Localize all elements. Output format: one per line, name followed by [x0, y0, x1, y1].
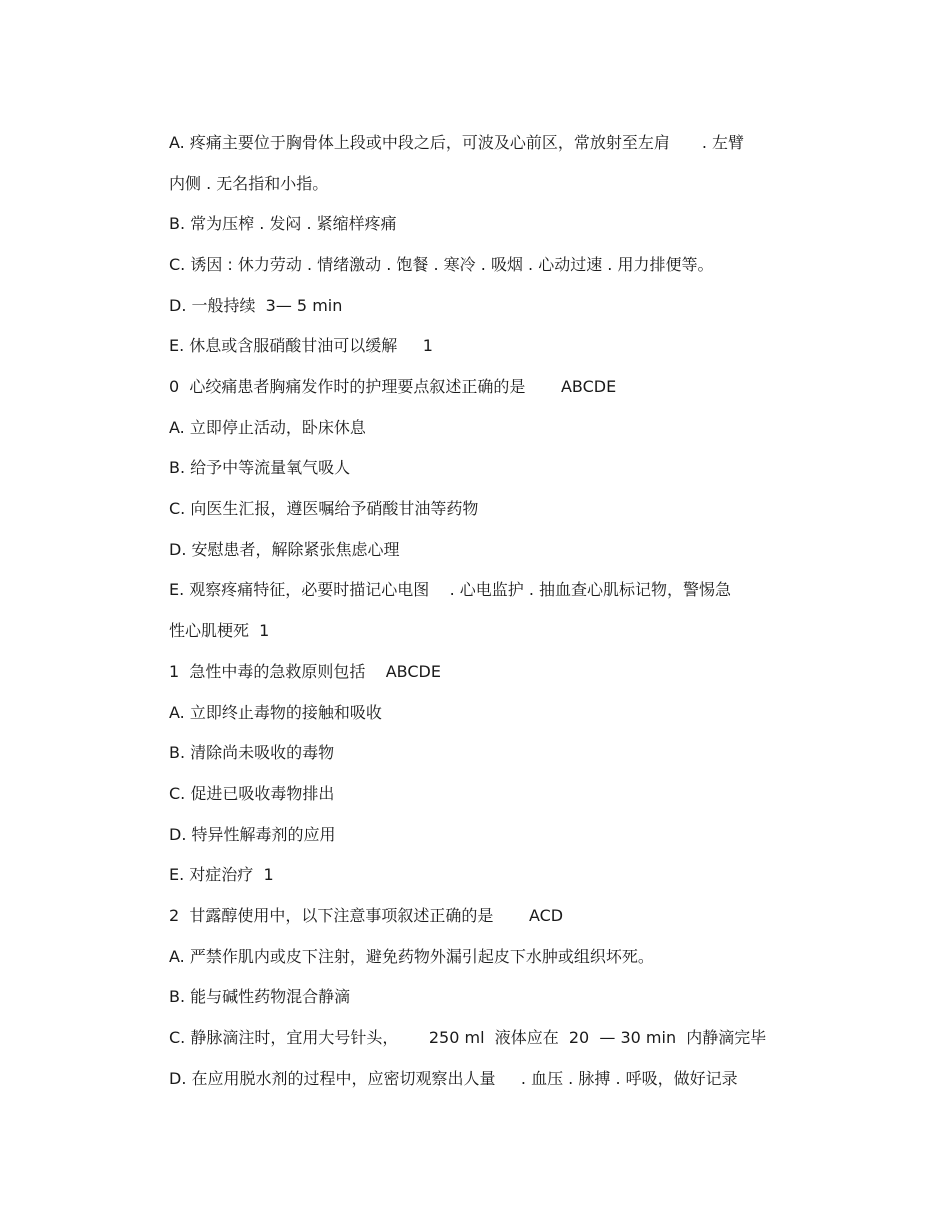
- text-line: C. 向医生汇报，遵医嘱给予硝酸甘油等药物: [169, 499, 479, 518]
- text-line: D. 一般持续 3— 5 min: [169, 296, 343, 315]
- text-line: C. 静脉滴注时，宜用大号针头， 250 ml 液体应在 20 — 30 min 内静滴完毕: [169, 1028, 767, 1047]
- text-line: B. 常为压榨 . 发闷 . 紧缩样疼痛: [169, 214, 397, 233]
- text-line: 性心肌梗死 1: [169, 621, 270, 640]
- text-line: A. 疼痛主要位于胸骨体上段或中段之后，可波及心前区，常放射至左肩 . 左臂: [169, 133, 745, 152]
- text-line: A. 立即停止活动，卧床休息: [169, 418, 366, 437]
- text-line: B. 能与碱性药物混合静滴: [169, 987, 351, 1006]
- question-line: 1 急性中毒的急救原则包括 ABCDE: [169, 662, 441, 681]
- text-line: D. 安慰患者，解除紧张焦虑心理: [169, 540, 400, 559]
- text-line: B. 清除尚未吸收的毒物: [169, 743, 335, 762]
- text-line: D. 在应用脱水剂的过程中，应密切观察出人量 . 血压 . 脉搏 . 呼吸，做好记录: [169, 1069, 738, 1088]
- text-line: D. 特异性解毒剂的应用: [169, 825, 336, 844]
- text-line: A. 立即终止毒物的接触和吸收: [169, 703, 382, 722]
- text-line: B. 给予中等流量氧气吸人: [169, 458, 351, 477]
- question-line: 2 甘露醇使用中，以下注意事项叙述正确的是 ACD: [169, 906, 564, 925]
- text-line: C. 促进已吸收毒物排出: [169, 784, 335, 803]
- text-line: C. 诱因 : 休力劳动 . 情绪激动 . 饱餐 . 寒冷 . 吸烟 . 心动过速 . 用力排便等。: [169, 255, 714, 274]
- question-line: 0 心绞痛患者胸痛发作时的护理要点叙述正确的是 ABCDE: [169, 377, 617, 396]
- text-line: E. 休息或含服硝酸甘油可以缓解 1: [169, 336, 433, 355]
- text-line: E. 观察疼痛特征，必要时描记心电图 . 心电监护 . 抽血查心肌标记物，警惕急: [169, 580, 732, 599]
- text-line: A. 严禁作肌内或皮下注射，避免药物外漏引起皮下水肿或组织坏死。: [169, 947, 654, 966]
- text-line: 内侧 . 无名指和小指。: [169, 174, 329, 193]
- text-line: E. 对症治疗 1: [169, 865, 274, 884]
